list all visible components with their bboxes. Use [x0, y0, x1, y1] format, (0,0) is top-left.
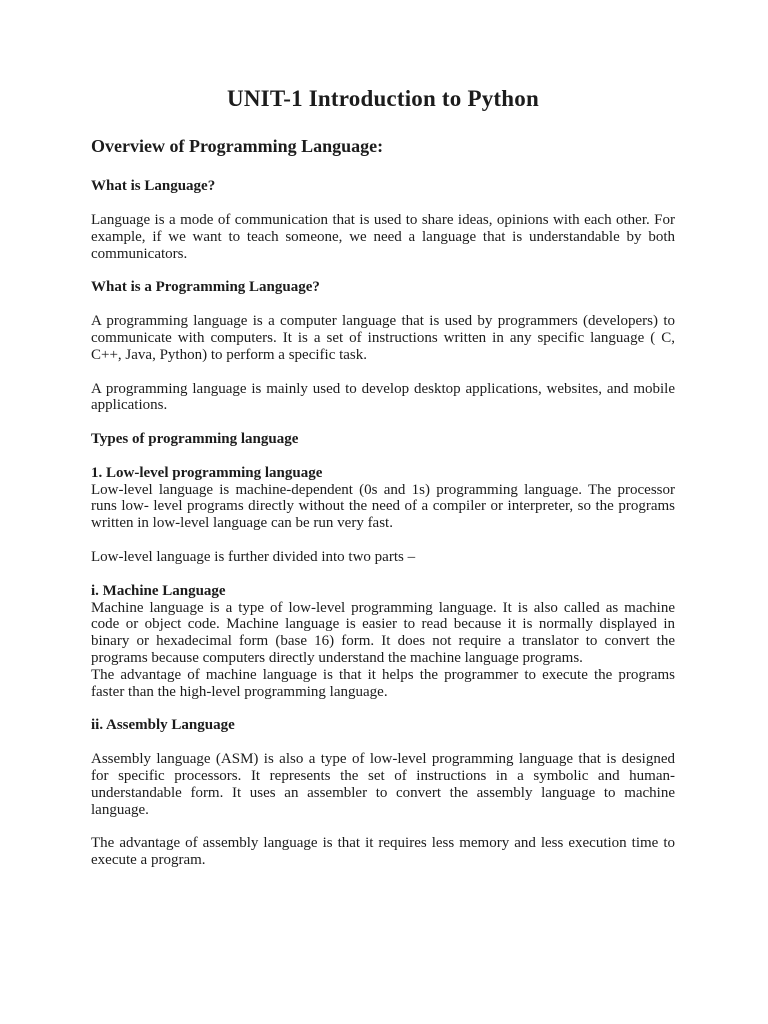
low-level-divided-note: Low-level language is further divided into two parts – — [91, 549, 416, 566]
programming-language-definition-paragraph: A programming language is a computer language that is used by programmers (developers) to communicate with computers. It is a set of instructions written in any specific language ( C, C++, Java, Python) to perform a specific task. — [91, 313, 675, 363]
what-is-language-paragraph: Language is a mode of communication that is used to share ideas, opinions with each other. For example, if we want to teach someone, we need a language that is understandable by both communicators. — [91, 211, 675, 262]
programming-language-usage-paragraph: A programming language is mainly used to develop desktop applications, websites, and mobile applications. — [91, 380, 675, 414]
assembly-language-heading: ii. Assembly Language — [91, 717, 235, 734]
types-heading: Types of programming language — [91, 431, 299, 448]
what-is-language-heading: What is Language? — [91, 178, 216, 195]
low-level-paragraph: Low-level language is machine-dependent (0s and 1s) programming language. The processor runs low- level programs directly without the need of a compiler or interpreter, so the programs written in low-level language can be run very fast. — [91, 481, 675, 532]
machine-language-heading: i. Machine Language — [91, 582, 226, 599]
overview-heading: Overview of Programming Language: — [91, 136, 384, 157]
assembly-language-advantage-paragraph: The advantage of assembly language is that it requires less memory and less execution time to execute a program. — [91, 835, 675, 869]
machine-language-advantage-paragraph: The advantage of machine language is that it helps the programmer to execute the programs faster than the high-level programming language. — [91, 666, 675, 700]
what-is-programming-language-heading: What is a Programming Language? — [91, 279, 320, 296]
machine-language-paragraph: Machine language is a type of low-level programming language. It is also called as machine code or object code. Machine language is easier to read because it is normally displayed in binary or hexadecimal form (base 16) form. It does not require a translator to convert the programs because computers directly understand the machine language programs. — [91, 599, 675, 667]
page-title: UNIT-1 Introduction to Python — [227, 86, 539, 111]
assembly-language-paragraph: Assembly language (ASM) is also a type of low-level programming language that is designed for specific processors. It represents the set of instructions in a symbolic and human- understandable form. It uses an assembler to convert the assembly language to machine language. — [91, 751, 675, 818]
low-level-heading: 1. Low-level programming language — [91, 464, 323, 481]
